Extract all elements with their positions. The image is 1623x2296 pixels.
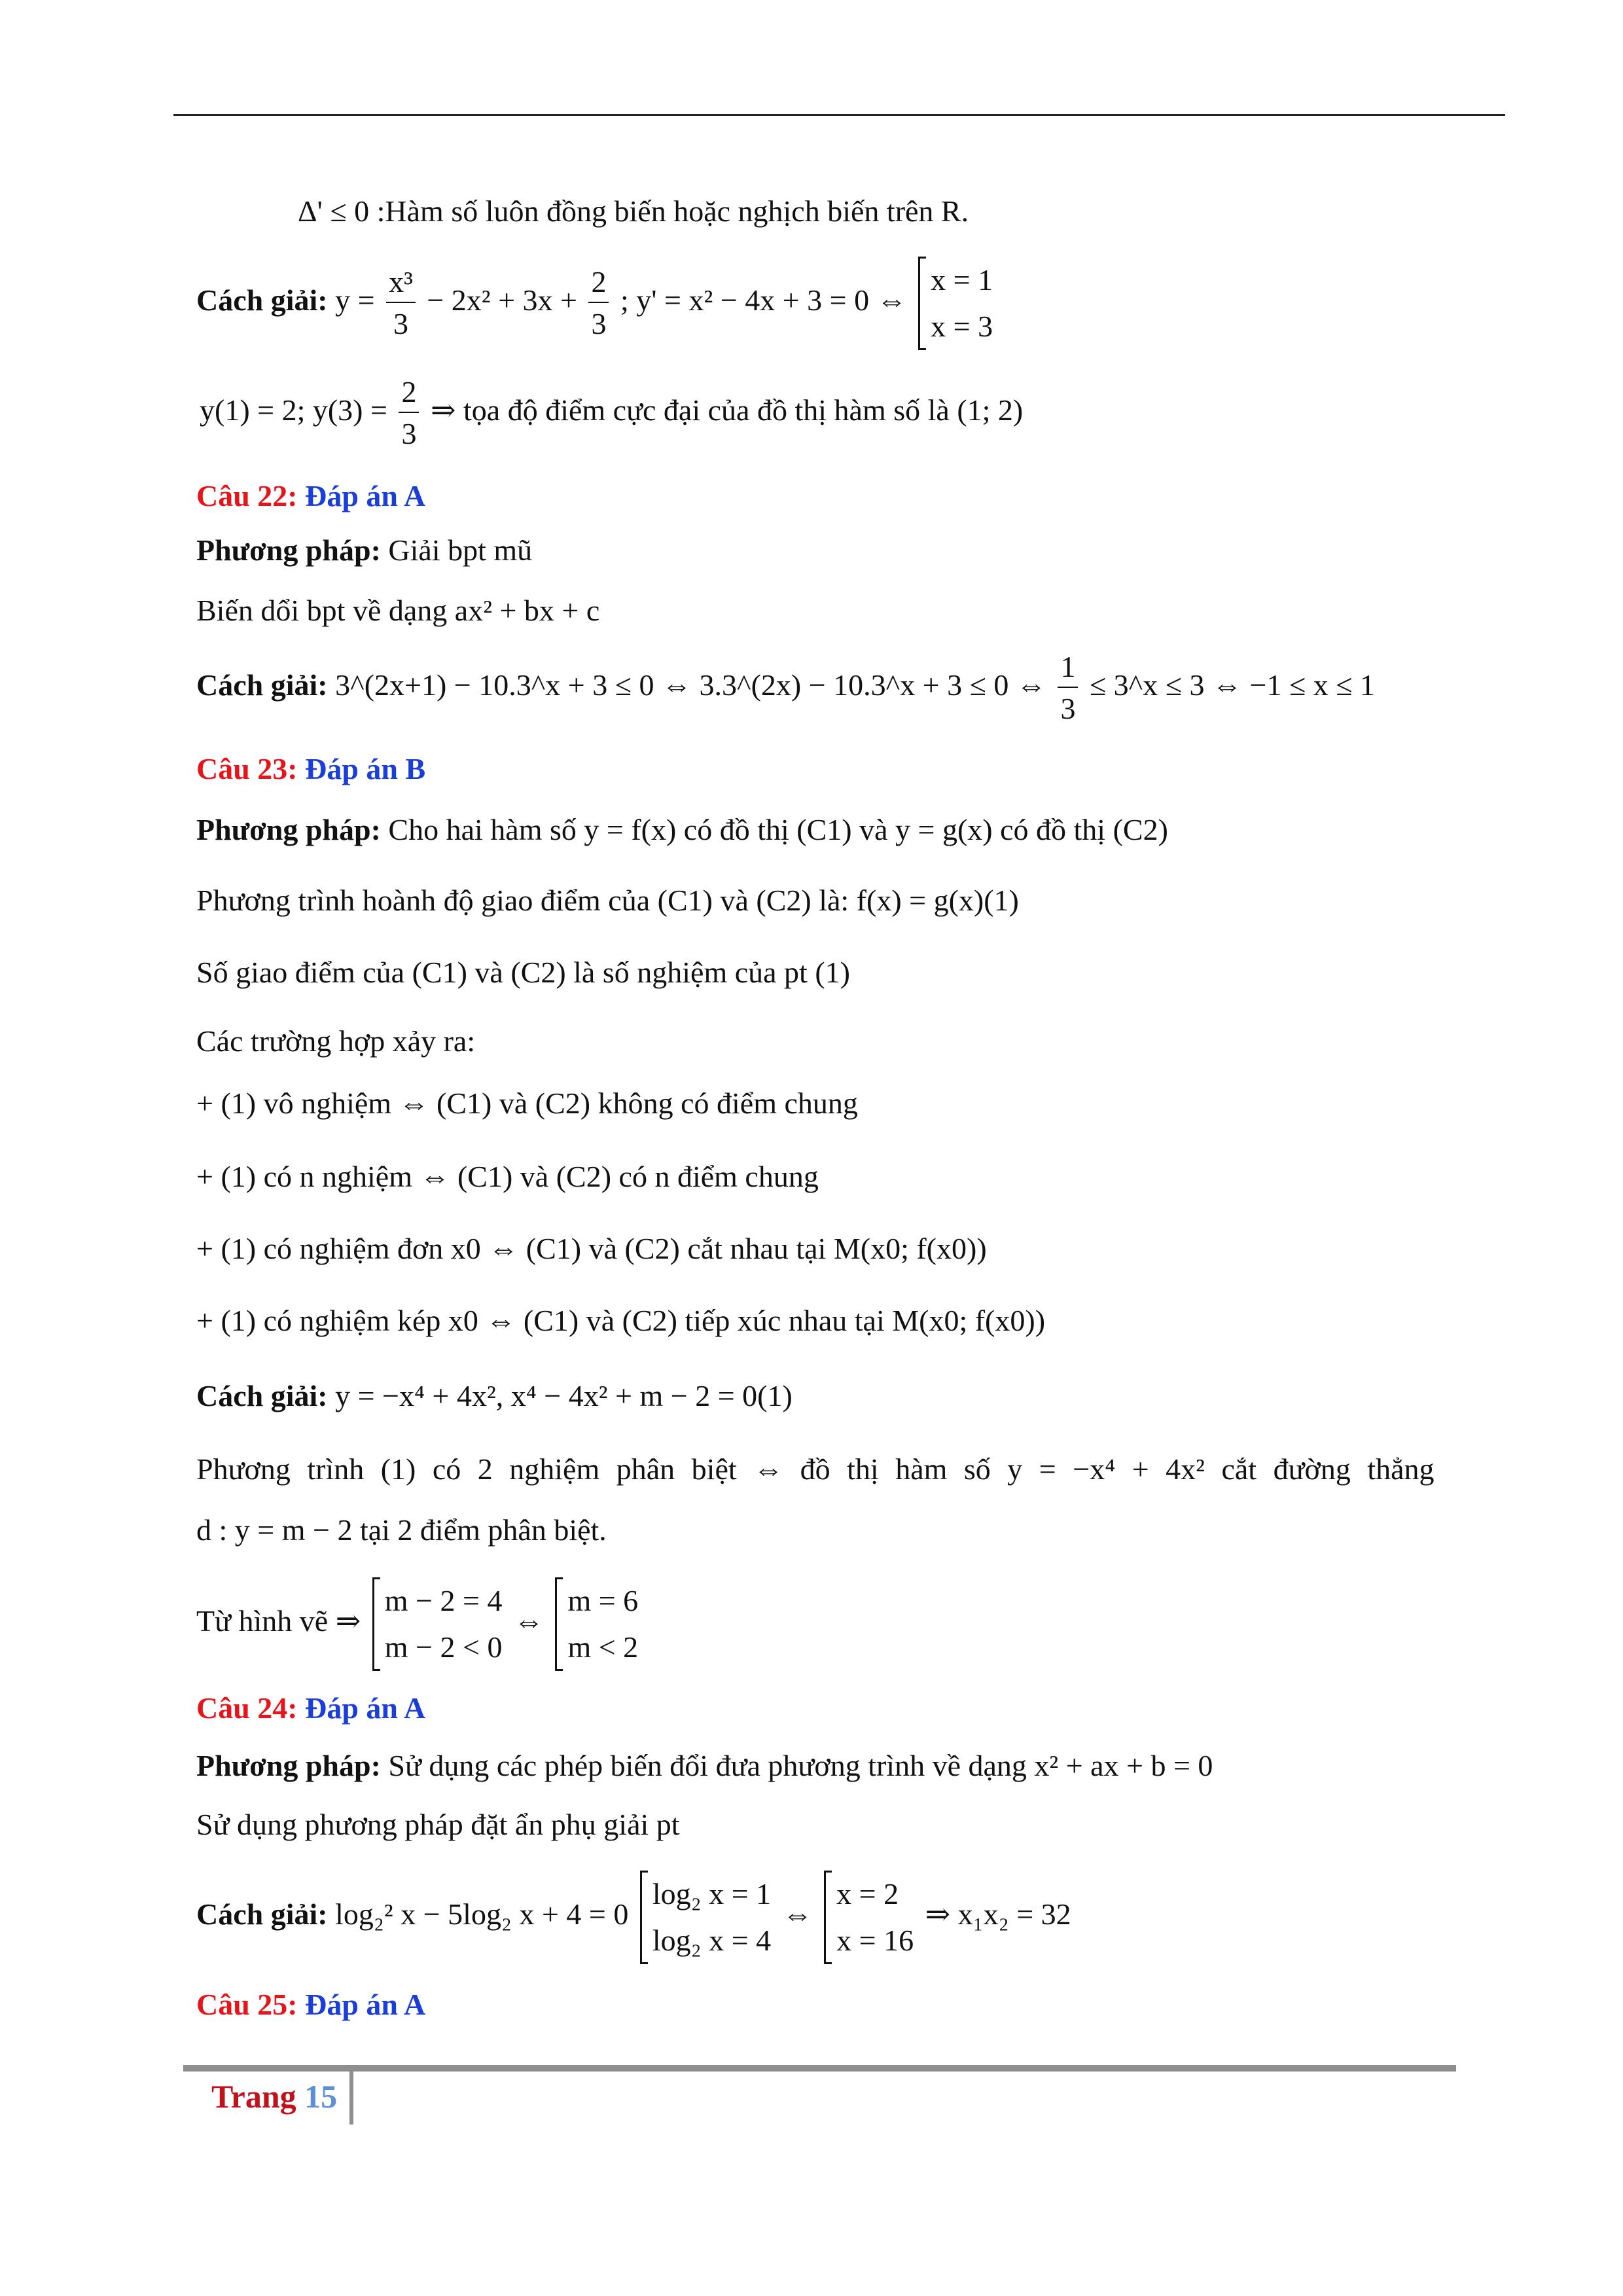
text-line: y(1) = 2; y(3) = $\frac{2}{3}$ ⇒ tọa độ điểm cực đại của đồ thị hàm số là (1; 2) [200, 375, 1024, 451]
solution-line: Cách giải: 3^(2x+1) − 10.3^x + 3 ≤ 0 ⇔ 3.3^(2x) − 10.3^x + 3 ≤ 0 ⇔ $\frac{1}{3}$ ≤ 3^x ≤ 3 ⇔ −1 ≤ x ≤ 1 [196, 650, 1375, 726]
text-line: Sử dụng phương pháp đặt ẩn phụ giải pt [196, 1808, 680, 1841]
equation-system: x = 2 x = 16 [824, 1871, 914, 1964]
method-line: Phương pháp: Giải bpt mũ [196, 533, 533, 567]
text-line: Phương trình hoành độ giao điểm của (C1) và (C2) là: f(x) = g(x)(1) [196, 884, 1019, 917]
solution-line: Cách giải: y = $\frac{\text{x³}}{3}$ − 2x² + 3x + $\frac{2}{3}$ ; y' = x² − 4x + 3 = 0 ⇔ x = 1 x = 3 [196, 257, 997, 350]
question-heading: Câu 23: Đáp án B [196, 752, 426, 785]
text-line: d : y = m − 2 tại 2 điểm phân biệt. [196, 1513, 607, 1547]
fraction: $\frac{\text{x³}}{3}$ [386, 266, 416, 340]
method-line: Phương pháp: Sử dụng các phép biến đổi đưa phương trình về dạng x² + ax + b = 0 [196, 1749, 1213, 1782]
equation-system: m = 6 m < 2 [555, 1577, 638, 1671]
equation-system: m − 2 = 4 m − 2 < 0 [372, 1577, 503, 1671]
text-line: + (1) có nghiệm kép x0 ⇔ (C1) và (C2) tiếp xúc nhau tại M(x0; f(x0)) [196, 1304, 1046, 1337]
method-line: Phương pháp: Cho hai hàm số y = f(x) có đồ thị (C1) và y = g(x) có đồ thị (C2) [196, 813, 1168, 846]
text-line: + (1) vô nghiệm ⇔ (C1) và (C2) không có điểm chung [196, 1086, 858, 1120]
solution-line: Cách giải: y = −x⁴ + 4x², x⁴ − 4x² + m − 2 = 0(1) [196, 1379, 793, 1412]
text-line: Số giao điểm của (C1) và (C2) là số nghiệm của pt (1) [196, 956, 850, 989]
question-heading: Câu 22: Đáp án A [196, 479, 426, 512]
text-line: + (1) có nghiệm đơn x0 ⇔ (C1) và (C2) cắt nhau tại M(x0; f(x0)) [196, 1232, 987, 1265]
text-line: Các trường hợp xảy ra: [196, 1024, 476, 1058]
fraction: $\frac{1}{3}$ [1058, 651, 1078, 725]
question-heading: Câu 24: Đáp án A [196, 1691, 426, 1725]
text-line: Biến dổi bpt về dạng ax² + bx + c [196, 594, 600, 627]
footer-divider [349, 2067, 353, 2125]
text-line: + (1) có n nghiệm ⇔ (C1) và (C2) có n điểm chung [196, 1160, 819, 1193]
solution-label: Cách giải: [196, 283, 328, 317]
header-rule [173, 114, 1505, 116]
footer-rule [183, 2065, 1456, 2072]
text-line: Phương trình (1) có 2 nghiệm phân biệt ⇔ đồ thị hàm số y = −x⁴ + 4x² cắt đường thẳng [196, 1452, 1435, 1486]
question-heading: Câu 25: Đáp án A [196, 1988, 426, 2021]
equation-system: log₂ x = 1 log₂ x = 4 [640, 1871, 771, 1964]
fraction: $\frac{2}{3}$ [588, 266, 609, 340]
solution-line: Từ hình vẽ ⇒ m − 2 = 4 m − 2 < 0 ⇔ m = 6 m < 2 [196, 1577, 642, 1671]
text-line: Δ' ≤ 0 :Hàm số luôn đồng biến hoặc nghịch biến trên R. [298, 194, 969, 228]
solution-line: Cách giải: log₂² x − 5log₂ x + 4 = 0 log₂ x = 1 log₂ x = 4 ⇔ x = 2 x = 16 ⇒ x₁x₂ = 32 [196, 1871, 1071, 1964]
page-number: Trang 15 [211, 2078, 338, 2115]
equation-system: x = 1 x = 3 [918, 257, 993, 350]
fraction: $\frac{2}{3}$ [399, 376, 419, 450]
